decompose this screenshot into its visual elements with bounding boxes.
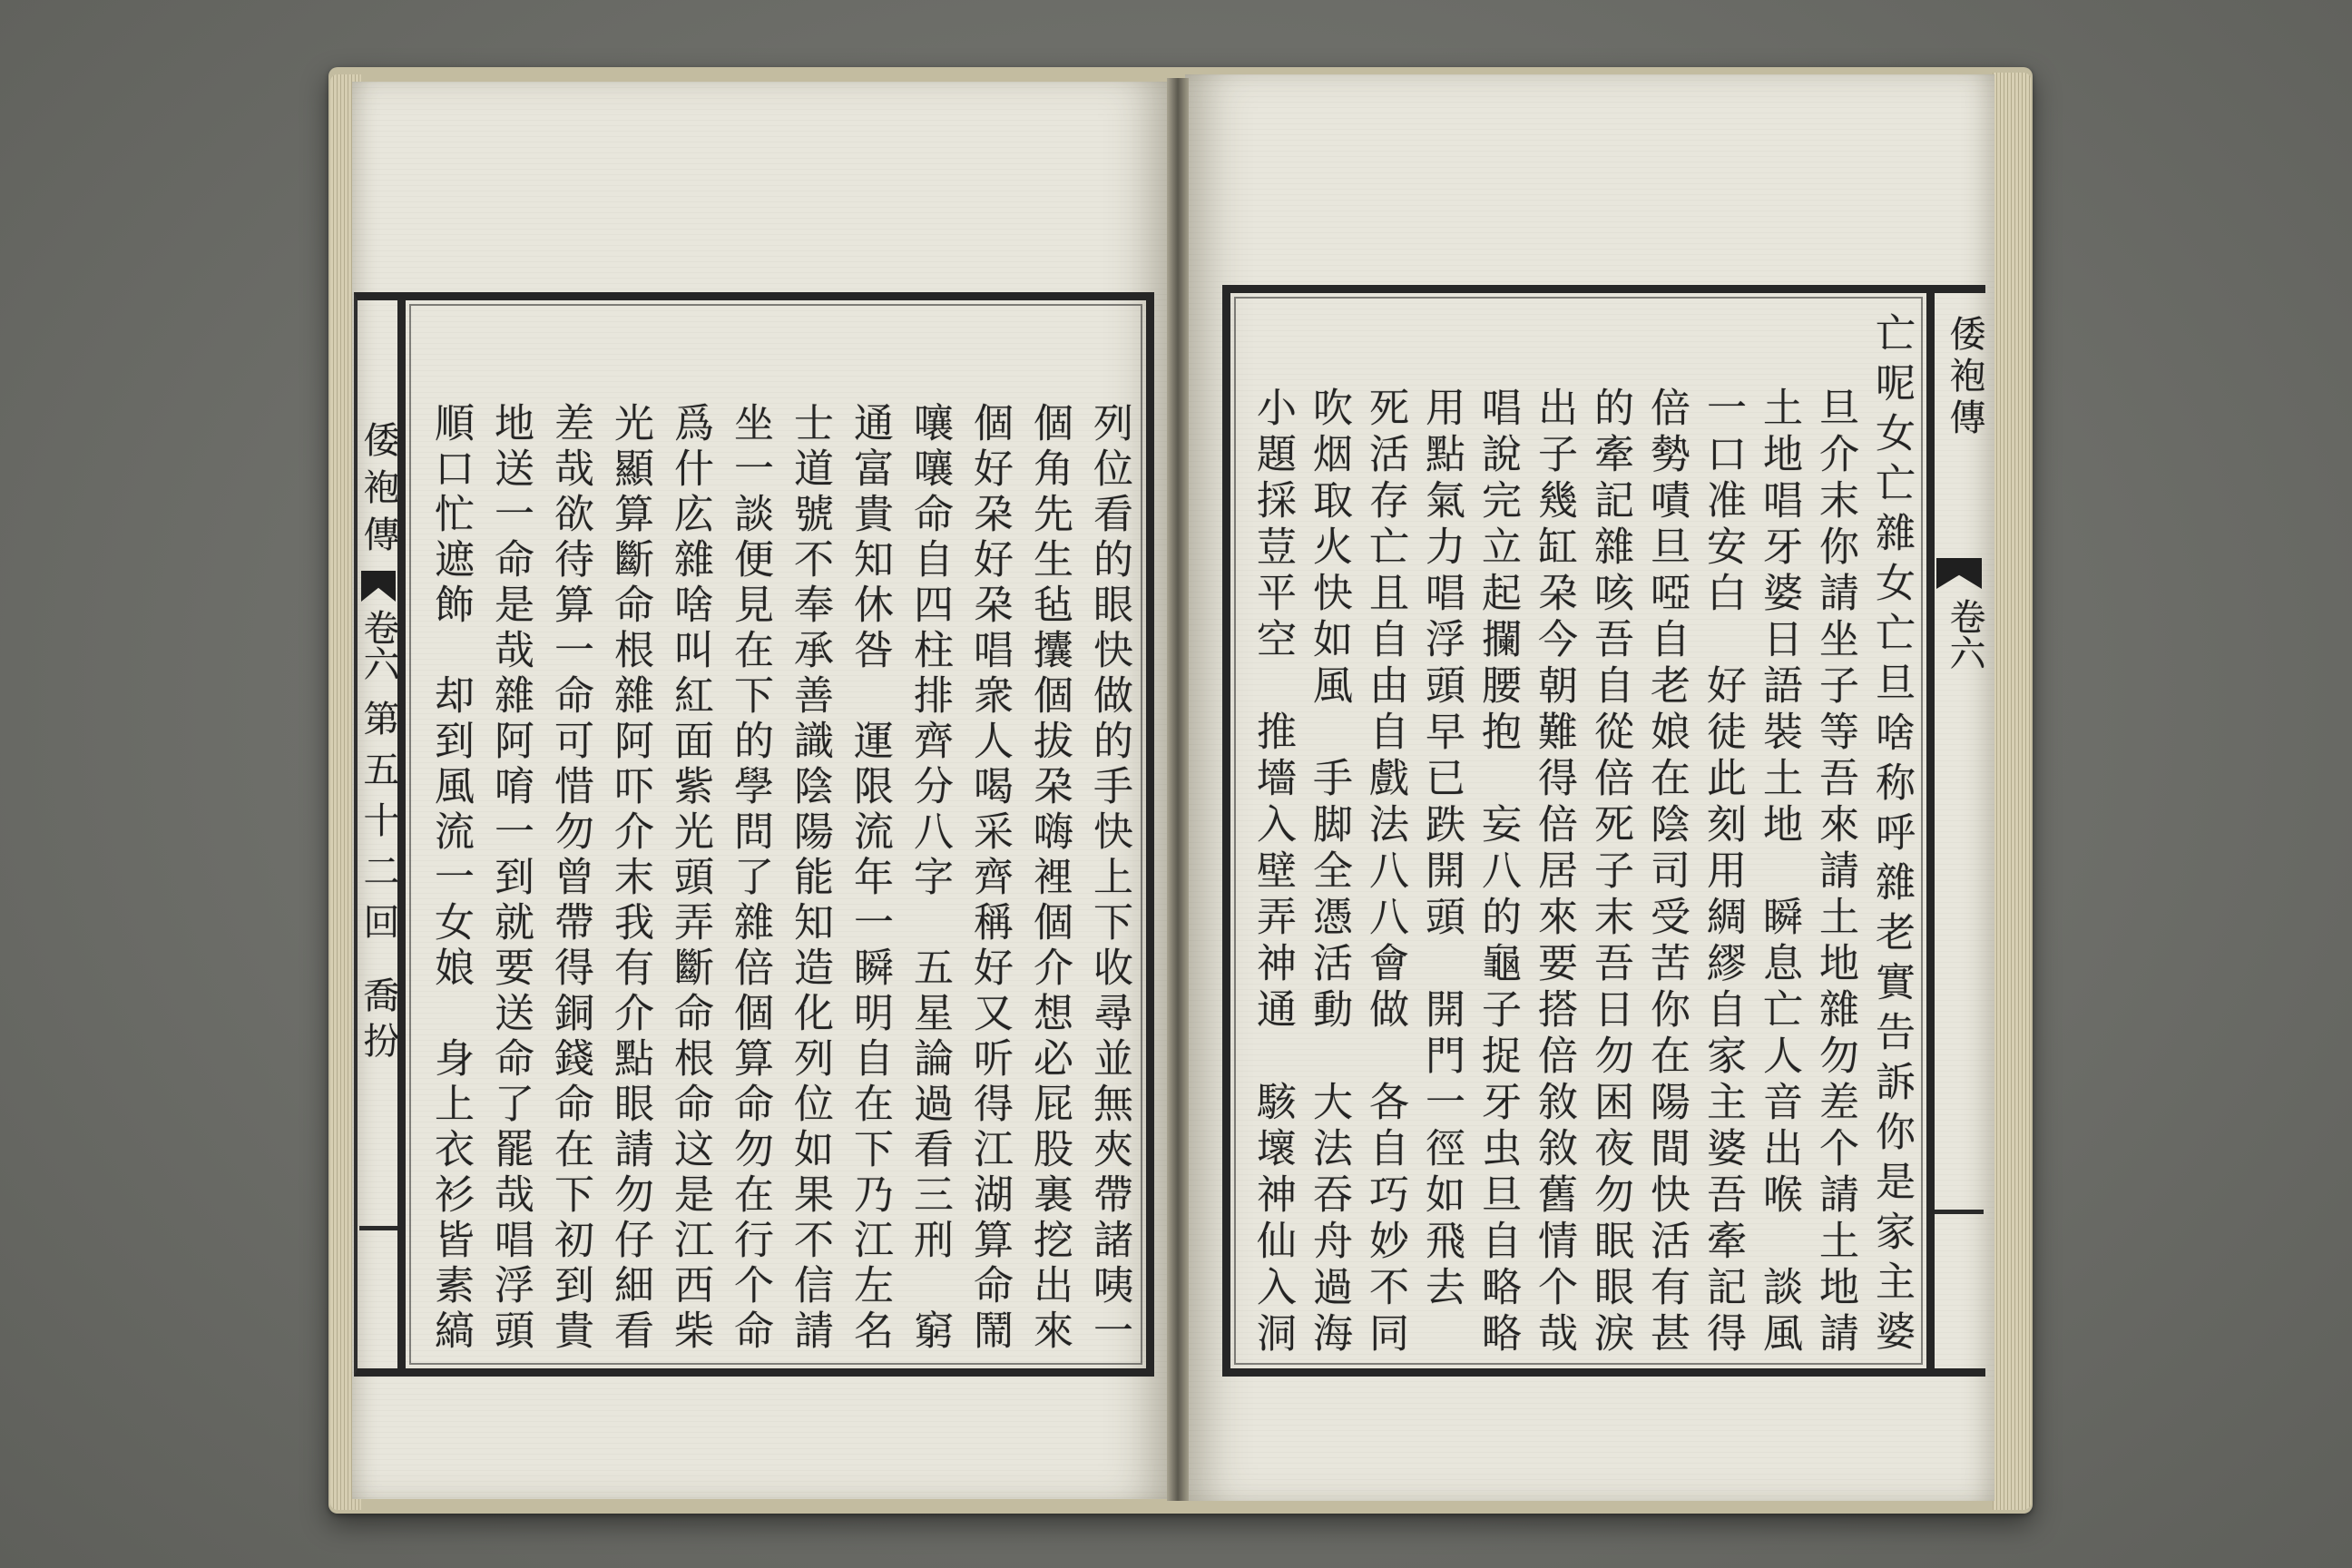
strip-rule: [1935, 1210, 1984, 1214]
text-column: 光顯算斷命根雜阿吓介末我有介點眼請勿仔細看: [607, 402, 653, 1355]
text-column: 坐一談便見在下的學問了雜倍個算命勿在行个命: [727, 402, 773, 1355]
text-column: 通富貴知休咎 運限流年一瞬明自在下乃江左名: [847, 402, 893, 1355]
text-column: 吹烟取火快如風 手脚全憑活動 大法吞舟過海: [1306, 387, 1352, 1358]
book-spine-gutter: [1167, 78, 1189, 1501]
text-column: 爲什庅雜啥叫紅面紫光頭弄斷命根命这是江西柴: [667, 402, 713, 1355]
text-column: 的牽記雜咳吾自從倍死子末吾日勿困夜勿眠眼淚: [1587, 387, 1633, 1358]
left-page-center-strip: [354, 292, 399, 1377]
strip-rule: [359, 1226, 397, 1230]
text-column: 一口准安白 好徒此刻用綢繆自家主婆吾牽記得: [1700, 387, 1746, 1358]
text-column: 個角先生毡攮個拔朶嗨裡個介想必屁股裏挖出來: [1026, 402, 1073, 1355]
left-page-text-frame: [397, 292, 1154, 1377]
left-page-text-columns: [420, 402, 1139, 1364]
fishtail-mark: [1936, 558, 1982, 589]
text-column: 唱說完立起攔腰抱 妄八的龜子捉牙虫旦自略略: [1475, 387, 1521, 1358]
fishtail-mark: [361, 571, 396, 602]
text-column: 死活存亡且自由自戲法八八會做 各自巧妙不同: [1362, 387, 1408, 1358]
text-column: 旦介末你請坐子等吾來請土地雜勿差个請土地請: [1812, 387, 1858, 1358]
chapter-label: 第五十二回: [358, 700, 399, 954]
page-stack-right-edge: [1993, 73, 2031, 1510]
text-column: 倍勢嘖旦啞自老娘在陰司受苦你在陽間快活有甚: [1643, 387, 1690, 1358]
text-column: 出子幾缸朶今朝難得倍居來要搭倍敘敘舊情个哉: [1531, 387, 1577, 1358]
text-column: 個好朶好朶唱衆人喝采齊稱好又听得江湖算命鬧: [966, 402, 1013, 1355]
text-column: 亡呢女亡雜女亡旦啥称呼雜老實告訴你是家主婆: [1868, 312, 1915, 1360]
text-column: 差哉欲待算一命可惜勿曾帶得銅錢命在下初到貴: [547, 402, 593, 1355]
right-page-center-strip: [1933, 285, 1985, 1377]
text-column: 士道號不奉承善識陰陽能知造化列位如果不信請: [787, 402, 833, 1355]
margin-title: 倭袍傳: [358, 421, 399, 563]
text-column: 嚷嚷命自四柱排齊分八字 五星論過看三刑 窮: [906, 402, 953, 1355]
right-page-text-columns: [1244, 309, 1919, 1362]
text-column: 用點氣力唱浮頭早已跌開頭 開門一徑如飛去: [1418, 387, 1465, 1312]
text-column: 土地唱牙婆日語裝土地 瞬息亡人音出喉 談風: [1756, 387, 1802, 1358]
chapter-title: 喬扮: [358, 976, 399, 1067]
volume-label: 卷六: [1944, 598, 1985, 671]
volume-label: 卷六: [358, 609, 399, 681]
right-page-text-frame: [1222, 285, 1935, 1377]
text-column: 列位看的眼快做的手快上下收尋並無夾帶諸咦一: [1086, 402, 1132, 1355]
text-column: 順口忙遮飾 却到風流一女娘 身上衣衫皆素縞: [427, 402, 474, 1355]
text-column: 地送一命是哉雜阿唷一到就要送命了罷哉唱浮頭: [487, 402, 534, 1355]
margin-title: 倭袍傳: [1944, 315, 1985, 440]
text-column: 小題採荳平空 推墻入壁弄神通 駭壞神仙入洞: [1250, 387, 1296, 1358]
